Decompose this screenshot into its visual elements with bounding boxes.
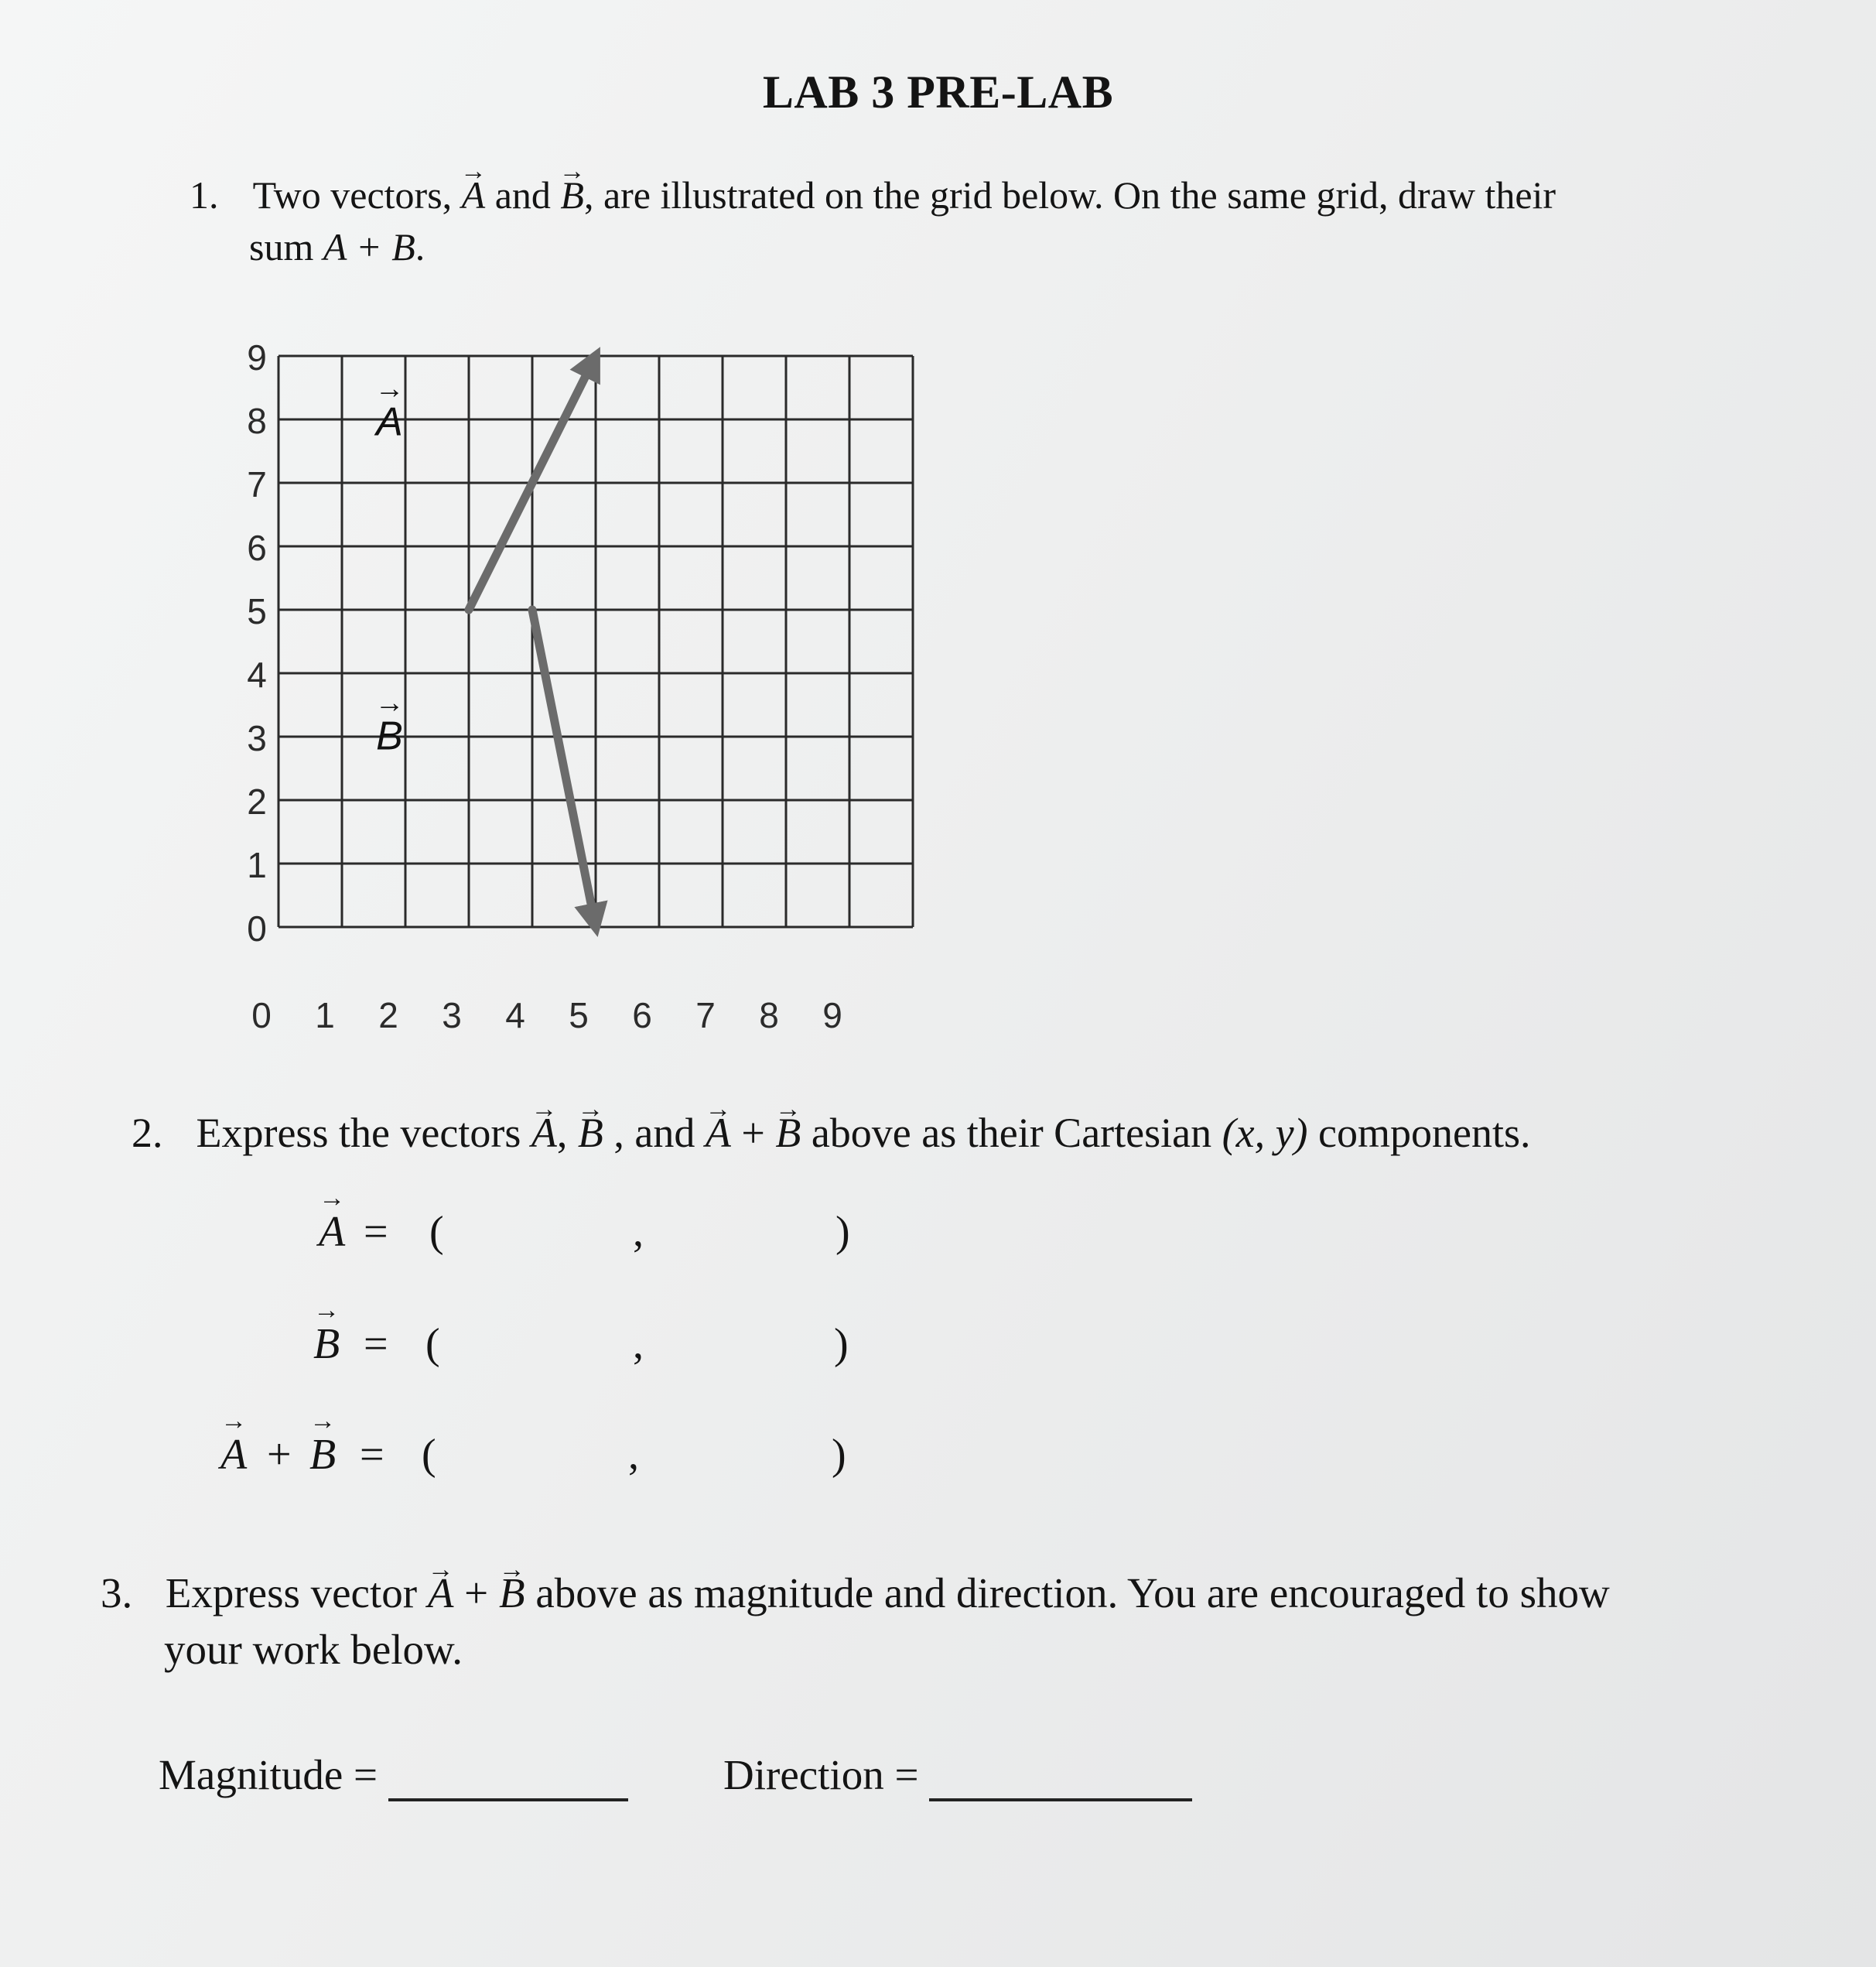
x-axis-label: 6	[632, 995, 652, 1035]
vector-a-symbol: → A	[462, 169, 486, 221]
row-sum-equals: =	[360, 1431, 384, 1479]
x-axis-label: 3	[442, 995, 462, 1035]
page-title: LAB 3 PRE-LAB	[762, 67, 1114, 118]
row-sum-lhs-a: → A	[220, 1430, 247, 1480]
row-sum-close-paren: )	[832, 1431, 846, 1479]
vector-b-label: B	[376, 713, 403, 759]
y-axis-label: 4	[247, 655, 267, 695]
x-axis-label: 5	[569, 995, 589, 1035]
vector-b-symbol: → B	[560, 169, 584, 221]
sum-expression: A + B	[323, 225, 415, 269]
row-b-close-paren: )	[834, 1320, 849, 1368]
row-a-open-paren: (	[429, 1208, 444, 1256]
x-axis-label: 8	[759, 995, 779, 1035]
y-axis-label: 2	[247, 782, 267, 822]
question-2	[132, 1107, 1833, 1159]
question-2-text-b: above as their Cartesian	[811, 1110, 1212, 1156]
y-axis-label: 3	[247, 718, 267, 758]
question-3	[101, 1567, 1849, 1620]
vector-b-arrow	[532, 610, 596, 927]
x-axis-label: 1	[315, 995, 335, 1035]
row-a-comma: ,	[633, 1208, 644, 1256]
vector-a-symbol: → A	[531, 1107, 557, 1159]
question-2-text-c: components.	[1318, 1110, 1531, 1156]
direction-row	[723, 1749, 1192, 1801]
y-axis-label: 1	[247, 845, 267, 885]
question-3-line-2	[164, 1623, 1092, 1676]
direction-label: Direction =	[723, 1751, 919, 1798]
direction-blank[interactable]	[929, 1756, 1192, 1801]
y-axis-label: 7	[247, 464, 267, 505]
comma: ,	[556, 1110, 568, 1156]
y-axis-label: 5	[247, 591, 267, 631]
sum-vector-a: → A	[706, 1107, 731, 1159]
question-2-number: 2.	[132, 1110, 163, 1156]
question-2-and: , and	[613, 1110, 695, 1156]
x-axis-label: 2	[378, 995, 398, 1035]
plus-sign: +	[464, 1569, 489, 1616]
vector-b-symbol: → B	[499, 1567, 525, 1620]
question-1-text-c: sum	[249, 225, 314, 269]
question-1-and: and	[494, 173, 551, 217]
y-axis-label: 0	[247, 908, 267, 949]
vector-b-label-arrow-icon: →	[374, 686, 405, 720]
y-axis-label: 9	[247, 337, 267, 378]
question-3-text-b: above as magnitude and direction. You are encouraged to show	[535, 1569, 1610, 1616]
question-1-number: 1.	[190, 173, 219, 217]
question-2-text-a: Express the vectors	[196, 1110, 521, 1156]
question-1-text-a: Two vectors,	[252, 173, 453, 217]
row-b-equals: =	[364, 1320, 388, 1368]
question-3-number: 3.	[101, 1569, 133, 1616]
x-axis-label: 7	[695, 995, 716, 1035]
row-b-lhs: → B	[313, 1319, 340, 1369]
x-axis-label: 0	[251, 995, 272, 1035]
question-3-text-a: Express vector	[165, 1569, 418, 1616]
magnitude-label: Magnitude =	[159, 1751, 378, 1798]
row-b-comma: ,	[633, 1320, 644, 1368]
question-3-text-c: your work below.	[164, 1626, 463, 1673]
row-sum-lhs-b: → B	[309, 1430, 336, 1480]
plus-sign: +	[741, 1110, 765, 1156]
vector-a-label-arrow-icon: →	[374, 372, 405, 405]
row-sum-plus: +	[267, 1431, 292, 1479]
vector-a-label: A	[376, 399, 403, 445]
vector-a-symbol: → A	[428, 1567, 454, 1620]
question-1-text-b: , are illustrated on the grid below. On the same grid, draw their	[583, 173, 1556, 217]
row-sum-open-paren: (	[422, 1431, 436, 1479]
row-b-open-paren: (	[425, 1320, 440, 1368]
magnitude-row	[159, 1749, 628, 1801]
row-a-close-paren: )	[835, 1208, 850, 1256]
row-a-equals: =	[364, 1208, 388, 1256]
y-axis-label: 6	[247, 528, 267, 568]
magnitude-blank[interactable]	[388, 1756, 628, 1801]
x-axis-label: 4	[505, 995, 525, 1035]
cartesian-coords: (x, y)	[1222, 1110, 1308, 1156]
vector-b-symbol: → B	[578, 1107, 603, 1159]
y-axis-label: 8	[247, 401, 267, 441]
row-a-lhs: → A	[319, 1207, 345, 1257]
row-sum-comma: ,	[628, 1431, 639, 1479]
sum-vector-b: → B	[775, 1107, 801, 1159]
question-1-period: .	[415, 225, 425, 269]
x-axis-label: 9	[822, 995, 842, 1035]
